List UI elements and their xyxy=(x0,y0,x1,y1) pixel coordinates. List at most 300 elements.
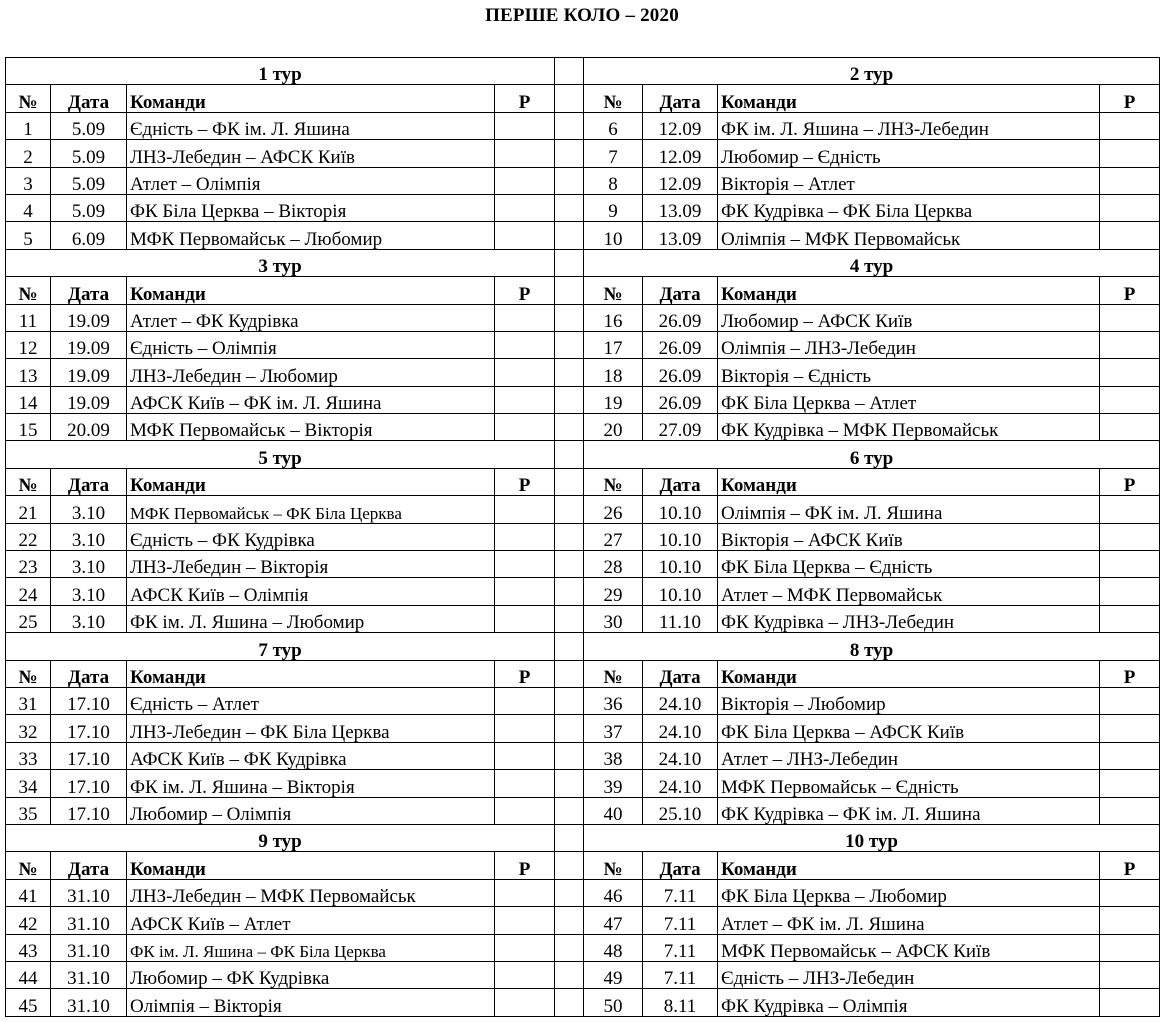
column-gap xyxy=(555,359,584,386)
match-result xyxy=(495,222,555,249)
match-teams: Атлет – ЛНЗ-Лебедин xyxy=(718,742,1100,769)
match-number: 29 xyxy=(584,578,643,605)
column-gap xyxy=(555,578,584,605)
match-result xyxy=(495,331,555,358)
header-num: № xyxy=(584,277,643,304)
match-result xyxy=(1100,194,1160,221)
header-row xyxy=(6,852,1160,879)
column-gap xyxy=(555,989,584,1016)
match-number: 44 xyxy=(6,961,51,988)
column-gap xyxy=(555,852,584,879)
match-result xyxy=(1100,770,1160,797)
match-teams: Єдність – Олімпія xyxy=(127,331,495,358)
header-teams: Команди xyxy=(718,277,1100,304)
column-gap xyxy=(555,112,584,139)
match-number: 23 xyxy=(6,551,51,578)
header-result: Р xyxy=(1100,852,1160,879)
match-row xyxy=(6,934,1160,961)
match-teams: Олімпія – ЛНЗ-Лебедин xyxy=(718,331,1100,358)
column-gap xyxy=(555,770,584,797)
header-num: № xyxy=(584,85,643,112)
match-result xyxy=(1100,386,1160,413)
match-teams: ЛНЗ-Лебедин – АФСК Київ xyxy=(127,140,495,167)
match-teams: Єдність – ЛНЗ-Лебедин xyxy=(718,961,1100,988)
match-number: 22 xyxy=(6,523,51,550)
column-gap xyxy=(555,907,584,934)
match-date: 17.10 xyxy=(51,742,127,769)
match-result xyxy=(495,989,555,1016)
match-row xyxy=(6,496,1160,523)
match-number: 40 xyxy=(584,797,643,824)
header-date: Дата xyxy=(51,277,127,304)
match-teams: Атлет – ФК ім. Л. Яшина xyxy=(718,907,1100,934)
header-row xyxy=(6,85,1160,112)
match-date: 24.10 xyxy=(643,742,718,769)
header-teams: Команди xyxy=(718,852,1100,879)
match-teams: АФСК Київ – Олімпія xyxy=(127,578,495,605)
column-gap xyxy=(555,742,584,769)
match-teams: АФСК Київ – Атлет xyxy=(127,907,495,934)
match-teams: Єдність – ФК ім. Л. Яшина xyxy=(127,112,495,139)
match-teams: Єдність – Атлет xyxy=(127,687,495,714)
match-number: 28 xyxy=(584,551,643,578)
header-row xyxy=(6,277,1160,304)
column-gap xyxy=(555,496,584,523)
match-date: 20.09 xyxy=(51,414,127,441)
match-date: 17.10 xyxy=(51,797,127,824)
match-date: 31.10 xyxy=(51,961,127,988)
match-number: 47 xyxy=(584,907,643,934)
match-result xyxy=(1100,496,1160,523)
match-date: 25.10 xyxy=(643,797,718,824)
match-number: 5 xyxy=(6,222,51,249)
match-result xyxy=(1100,797,1160,824)
tur-title: 1 тур xyxy=(6,58,555,85)
match-number: 30 xyxy=(584,605,643,632)
match-teams: Єдність – ФК Кудрівка xyxy=(127,523,495,550)
match-teams: МФК Первомайськ – Єдність xyxy=(718,770,1100,797)
match-teams: ФК ім. Л. Яшина – Любомир xyxy=(127,605,495,632)
match-number: 39 xyxy=(584,770,643,797)
match-date: 3.10 xyxy=(51,523,127,550)
match-number: 36 xyxy=(584,687,643,714)
match-result xyxy=(1100,961,1160,988)
match-row xyxy=(6,386,1160,413)
match-teams: Олімпія – Вікторія xyxy=(127,989,495,1016)
tur-title-row xyxy=(6,58,1160,85)
column-gap xyxy=(555,85,584,112)
match-number: 45 xyxy=(6,989,51,1016)
match-result xyxy=(1100,605,1160,632)
match-teams: ФК Біла Церква – Атлет xyxy=(718,386,1100,413)
match-teams: МФК Первомайськ – Любомир xyxy=(127,222,495,249)
match-date: 19.09 xyxy=(51,331,127,358)
match-number: 1 xyxy=(6,112,51,139)
match-number: 8 xyxy=(584,167,643,194)
header-result: Р xyxy=(495,852,555,879)
column-gap xyxy=(555,58,584,85)
match-date: 19.09 xyxy=(51,386,127,413)
match-number: 20 xyxy=(584,414,643,441)
header-num: № xyxy=(584,852,643,879)
match-number: 16 xyxy=(584,304,643,331)
match-result xyxy=(495,715,555,742)
match-date: 10.10 xyxy=(643,496,718,523)
match-result xyxy=(1100,907,1160,934)
match-teams: Олімпія – ФК ім. Л. Яшина xyxy=(718,496,1100,523)
column-gap xyxy=(555,304,584,331)
tur-title: 10 тур xyxy=(584,824,1160,851)
match-row xyxy=(6,112,1160,139)
match-number: 21 xyxy=(6,496,51,523)
match-number: 25 xyxy=(6,605,51,632)
match-result xyxy=(1100,742,1160,769)
match-teams: МФК Первомайськ – ФК Біла Церква xyxy=(127,496,495,523)
match-result xyxy=(1100,222,1160,249)
header-date: Дата xyxy=(643,852,718,879)
match-result xyxy=(1100,687,1160,714)
match-date: 17.10 xyxy=(51,687,127,714)
tur-title-row xyxy=(6,441,1160,468)
match-date: 7.11 xyxy=(643,907,718,934)
match-number: 17 xyxy=(584,331,643,358)
column-gap xyxy=(555,633,584,660)
match-teams: ЛНЗ-Лебедин – МФК Первомайськ xyxy=(127,879,495,906)
match-row xyxy=(6,140,1160,167)
match-result xyxy=(1100,414,1160,441)
header-result: Р xyxy=(1100,468,1160,495)
match-result xyxy=(495,907,555,934)
column-gap xyxy=(555,140,584,167)
header-date: Дата xyxy=(643,468,718,495)
match-row xyxy=(6,989,1160,1016)
match-row xyxy=(6,414,1160,441)
match-number: 35 xyxy=(6,797,51,824)
match-date: 3.10 xyxy=(51,578,127,605)
column-gap xyxy=(555,167,584,194)
match-date: 7.11 xyxy=(643,961,718,988)
column-gap xyxy=(555,249,584,276)
match-number: 4 xyxy=(6,194,51,221)
match-date: 31.10 xyxy=(51,879,127,906)
match-result xyxy=(1100,879,1160,906)
schedule-body xyxy=(6,58,1160,1017)
match-teams: ФК Кудрівка – ФК Біла Церква xyxy=(718,194,1100,221)
header-result: Р xyxy=(1100,277,1160,304)
header-teams: Команди xyxy=(127,852,495,879)
column-gap xyxy=(555,824,584,851)
match-teams: ЛНЗ-Лебедин – Любомир xyxy=(127,359,495,386)
match-result xyxy=(1100,304,1160,331)
tur-title: 5 тур xyxy=(6,441,555,468)
match-result xyxy=(495,304,555,331)
header-result: Р xyxy=(495,660,555,687)
header-row xyxy=(6,660,1160,687)
header-num: № xyxy=(6,660,51,687)
match-number: 38 xyxy=(584,742,643,769)
match-result xyxy=(495,578,555,605)
match-number: 50 xyxy=(584,989,643,1016)
header-result: Р xyxy=(495,85,555,112)
header-num: № xyxy=(584,660,643,687)
match-date: 5.09 xyxy=(51,140,127,167)
match-number: 46 xyxy=(584,879,643,906)
column-gap xyxy=(555,605,584,632)
match-teams: ФК Біла Церква – Вікторія xyxy=(127,194,495,221)
column-gap xyxy=(555,222,584,249)
header-date: Дата xyxy=(51,468,127,495)
match-teams: Атлет – Олімпія xyxy=(127,167,495,194)
header-num: № xyxy=(6,852,51,879)
match-result xyxy=(1100,523,1160,550)
header-result: Р xyxy=(1100,85,1160,112)
header-num: № xyxy=(584,468,643,495)
match-date: 13.09 xyxy=(643,222,718,249)
match-number: 6 xyxy=(584,112,643,139)
match-date: 13.09 xyxy=(643,194,718,221)
column-gap xyxy=(555,797,584,824)
match-number: 11 xyxy=(6,304,51,331)
match-result xyxy=(1100,715,1160,742)
column-gap xyxy=(555,414,584,441)
match-teams: АФСК Київ – ФК ім. Л. Яшина xyxy=(127,386,495,413)
tur-title: 2 тур xyxy=(584,58,1160,85)
match-row xyxy=(6,605,1160,632)
header-date: Дата xyxy=(51,660,127,687)
match-teams: МФК Первомайськ – Вікторія xyxy=(127,414,495,441)
tur-title-row xyxy=(6,633,1160,660)
header-row xyxy=(6,468,1160,495)
match-result xyxy=(495,961,555,988)
match-date: 26.09 xyxy=(643,359,718,386)
match-result xyxy=(495,687,555,714)
match-row xyxy=(6,797,1160,824)
match-teams: ФК Біла Церква – Любомир xyxy=(718,879,1100,906)
match-result xyxy=(495,797,555,824)
match-result xyxy=(1100,578,1160,605)
match-result xyxy=(1100,167,1160,194)
header-num: № xyxy=(6,85,51,112)
match-date: 26.09 xyxy=(643,304,718,331)
match-row xyxy=(6,167,1160,194)
match-teams: ЛНЗ-Лебедин – ФК Біла Церква xyxy=(127,715,495,742)
header-teams: Команди xyxy=(718,660,1100,687)
column-gap xyxy=(555,879,584,906)
match-date: 10.10 xyxy=(643,551,718,578)
match-number: 12 xyxy=(6,331,51,358)
match-date: 12.09 xyxy=(643,112,718,139)
match-date: 19.09 xyxy=(51,359,127,386)
match-number: 2 xyxy=(6,140,51,167)
match-number: 10 xyxy=(584,222,643,249)
match-row xyxy=(6,961,1160,988)
match-teams: Любомир – ФК Кудрівка xyxy=(127,961,495,988)
column-gap xyxy=(555,277,584,304)
match-result xyxy=(495,770,555,797)
column-gap xyxy=(555,551,584,578)
match-number: 9 xyxy=(584,194,643,221)
match-result xyxy=(1100,359,1160,386)
match-number: 34 xyxy=(6,770,51,797)
column-gap xyxy=(555,386,584,413)
header-teams: Команди xyxy=(127,85,495,112)
match-date: 24.10 xyxy=(643,687,718,714)
column-gap xyxy=(555,468,584,495)
match-date: 7.11 xyxy=(643,934,718,961)
match-teams: ЛНЗ-Лебедин – Вікторія xyxy=(127,551,495,578)
header-result: Р xyxy=(1100,660,1160,687)
match-teams: Вікторія – Атлет xyxy=(718,167,1100,194)
match-result xyxy=(1100,989,1160,1016)
match-result xyxy=(1100,112,1160,139)
column-gap xyxy=(555,715,584,742)
match-number: 31 xyxy=(6,687,51,714)
match-result xyxy=(495,194,555,221)
match-teams: ФК Кудрівка – ФК ім. Л. Яшина xyxy=(718,797,1100,824)
header-num: № xyxy=(6,277,51,304)
match-date: 12.09 xyxy=(643,140,718,167)
match-result xyxy=(495,879,555,906)
column-gap xyxy=(555,331,584,358)
match-row xyxy=(6,715,1160,742)
column-gap xyxy=(555,934,584,961)
match-row xyxy=(6,222,1160,249)
match-result xyxy=(495,359,555,386)
match-date: 17.10 xyxy=(51,715,127,742)
match-result xyxy=(495,414,555,441)
match-number: 37 xyxy=(584,715,643,742)
match-row xyxy=(6,551,1160,578)
match-date: 3.10 xyxy=(51,551,127,578)
header-date: Дата xyxy=(643,85,718,112)
match-teams: МФК Первомайськ – АФСК Київ xyxy=(718,934,1100,961)
match-teams: ФК Біла Церква – Єдність xyxy=(718,551,1100,578)
match-teams: ФК ім. Л. Яшина – Вікторія xyxy=(127,770,495,797)
match-teams: ФК ім. Л. Яшина – ФК Біла Церква xyxy=(127,934,495,961)
match-number: 42 xyxy=(6,907,51,934)
match-teams: Вікторія – АФСК Київ xyxy=(718,523,1100,550)
header-teams: Команди xyxy=(718,468,1100,495)
match-date: 27.09 xyxy=(643,414,718,441)
header-teams: Команди xyxy=(718,85,1100,112)
header-date: Дата xyxy=(51,852,127,879)
match-row xyxy=(6,687,1160,714)
match-result xyxy=(495,742,555,769)
match-date: 31.10 xyxy=(51,934,127,961)
document-title: ПЕРШЕ КОЛО – 2020 xyxy=(485,5,679,26)
match-teams: Вікторія – Любомир xyxy=(718,687,1100,714)
match-teams: ФК Кудрівка – МФК Первомайськ xyxy=(718,414,1100,441)
match-date: 10.10 xyxy=(643,578,718,605)
match-teams: Любомир – Єдність xyxy=(718,140,1100,167)
match-date: 26.09 xyxy=(643,331,718,358)
header-teams: Команди xyxy=(127,468,495,495)
match-teams: ФК Кудрівка – ЛНЗ-Лебедин xyxy=(718,605,1100,632)
match-row xyxy=(6,770,1160,797)
match-result xyxy=(495,934,555,961)
column-gap xyxy=(555,961,584,988)
match-result xyxy=(495,112,555,139)
match-number: 19 xyxy=(584,386,643,413)
match-result xyxy=(495,386,555,413)
match-result xyxy=(1100,934,1160,961)
match-date: 19.09 xyxy=(51,304,127,331)
match-date: 26.09 xyxy=(643,386,718,413)
match-date: 3.10 xyxy=(51,496,127,523)
match-row xyxy=(6,523,1160,550)
header-date: Дата xyxy=(643,277,718,304)
match-number: 49 xyxy=(584,961,643,988)
match-teams: Олімпія – МФК Первомайськ xyxy=(718,222,1100,249)
match-teams: ФК ім. Л. Яшина – ЛНЗ-Лебедин xyxy=(718,112,1100,139)
column-gap xyxy=(555,687,584,714)
tur-title: 7 тур xyxy=(6,633,555,660)
match-result xyxy=(495,605,555,632)
match-number: 41 xyxy=(6,879,51,906)
match-result xyxy=(495,523,555,550)
tur-title: 4 тур xyxy=(584,249,1160,276)
match-date: 7.11 xyxy=(643,879,718,906)
match-row xyxy=(6,194,1160,221)
match-result xyxy=(1100,140,1160,167)
match-number: 33 xyxy=(6,742,51,769)
match-teams: Любомир – Олімпія xyxy=(127,797,495,824)
match-number: 7 xyxy=(584,140,643,167)
header-teams: Команди xyxy=(127,660,495,687)
match-teams: ФК Кудрівка – Олімпія xyxy=(718,989,1100,1016)
match-teams: Любомир – АФСК Київ xyxy=(718,304,1100,331)
match-date: 12.09 xyxy=(643,167,718,194)
header-teams: Команди xyxy=(127,277,495,304)
match-teams: Атлет – ФК Кудрівка xyxy=(127,304,495,331)
match-teams: Вікторія – Єдність xyxy=(718,359,1100,386)
header-num: № xyxy=(6,468,51,495)
tur-title: 9 тур xyxy=(6,824,555,851)
match-number: 13 xyxy=(6,359,51,386)
match-date: 8.11 xyxy=(643,989,718,1016)
tur-title-row xyxy=(6,824,1160,851)
match-teams: ФК Біла Церква – АФСК Київ xyxy=(718,715,1100,742)
match-result xyxy=(495,496,555,523)
header-result: Р xyxy=(495,468,555,495)
column-gap xyxy=(555,194,584,221)
match-date: 17.10 xyxy=(51,770,127,797)
match-row xyxy=(6,742,1160,769)
match-date: 31.10 xyxy=(51,907,127,934)
match-date: 11.10 xyxy=(643,605,718,632)
column-gap xyxy=(555,441,584,468)
match-number: 3 xyxy=(6,167,51,194)
header-result: Р xyxy=(495,277,555,304)
match-result xyxy=(495,167,555,194)
match-number: 14 xyxy=(6,386,51,413)
match-number: 26 xyxy=(584,496,643,523)
match-number: 32 xyxy=(6,715,51,742)
match-date: 5.09 xyxy=(51,167,127,194)
match-date: 31.10 xyxy=(51,989,127,1016)
match-number: 43 xyxy=(6,934,51,961)
match-row xyxy=(6,304,1160,331)
match-date: 24.10 xyxy=(643,715,718,742)
match-result xyxy=(495,140,555,167)
match-result xyxy=(1100,551,1160,578)
match-row xyxy=(6,907,1160,934)
match-date: 5.09 xyxy=(51,194,127,221)
match-teams: Атлет – МФК Первомайськ xyxy=(718,578,1100,605)
match-date: 10.10 xyxy=(643,523,718,550)
column-gap xyxy=(555,523,584,550)
column-gap xyxy=(555,660,584,687)
